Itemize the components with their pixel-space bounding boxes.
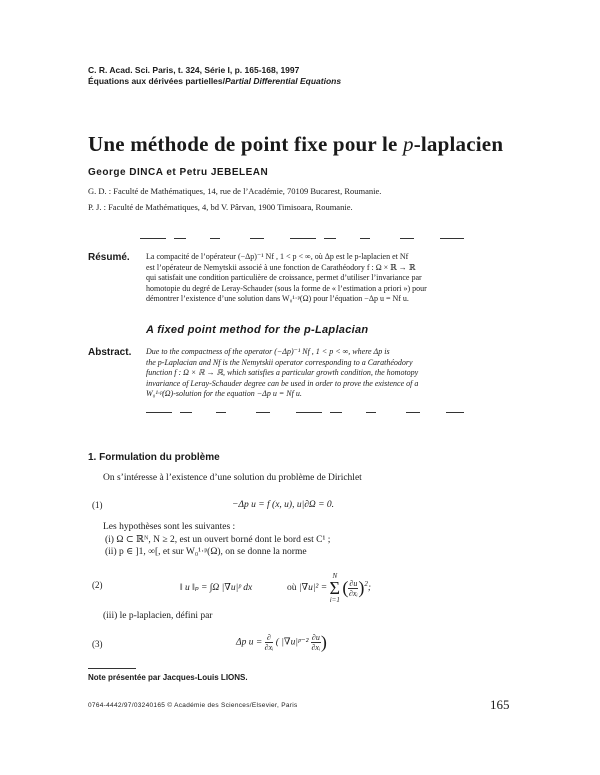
resume-line: La compacité de l’opérateur (−Δp)⁻¹ Nf , 1 < p < ∞, où Δp est le p-laplacien et Nf: [146, 252, 409, 261]
english-title: A fixed point method for the p-Laplacian: [146, 324, 369, 336]
hypotheses-intro: Les hypothèses sont les suivantes :: [103, 522, 236, 532]
resume-body: [146, 252, 468, 305]
section-heading: 1. Formulation du problème: [88, 452, 220, 463]
eq2-fraction: [348, 579, 358, 598]
eq2-paren-close: ): [358, 577, 365, 598]
journal-header: [88, 65, 341, 87]
abstract-line: Due to the compactness of the operator (−Δp)⁻¹ Nf , 1 < p < ∞, where Δp is: [146, 347, 390, 356]
eq2-sum: Σ: [329, 578, 341, 598]
title-p: p: [403, 132, 414, 156]
journal-section-fr: Équations aux dérivées partielles/: [88, 76, 226, 86]
journal-section: [88, 76, 341, 87]
eq2-frac-den: ∂xᵢ: [348, 588, 358, 598]
journal-citation: C. R. Acad. Sci. Paris, t. 324, Série I, p. 165-168, 1997: [88, 65, 300, 75]
copyright-footer: 0764-4442/97/03240165 © Académie des Sciences/Elsevier, Paris: [88, 702, 298, 709]
hypothesis-iii: (iii) le p-laplacien, défini par: [103, 611, 213, 621]
eq3-fraction-2: [311, 633, 321, 652]
equation-1-number: (1): [92, 500, 103, 510]
resume-line: est l’opérateur de Nemytskii associé à une fonction de Carathéodory f : Ω × ℝ → ℝ: [146, 262, 416, 272]
abstract-body: [146, 347, 468, 400]
eq3-mid: ( |∇u|ᵖ⁻²: [275, 637, 311, 648]
eq3-paren-close: ): [320, 632, 327, 652]
abstract-label: Abstract.: [88, 347, 132, 358]
equation-1: −Δp u = f (x, u), u|∂Ω = 0.: [232, 500, 335, 510]
authors: George DINCA et Petru JEBELEAN: [88, 167, 269, 178]
section-intro: On s’intéresse à l’existence d’une solution du problème de Dirichlet: [103, 473, 362, 483]
separator-bottom: [146, 412, 464, 413]
paper-title: [88, 132, 503, 157]
resume-line: démontrer l’existence d’une solution dans W₀¹·ᵖ(Ω) pour l’équation −Δp u = Nf u.: [146, 294, 409, 303]
resume-line: qui satisfait une condition particulière de croissance, permet d’utiliser l’invariance par: [146, 273, 422, 282]
affiliation-1: G. D. : Faculté de Mathématiques, 14, rue de l’Académie, 70109 Bucarest, Roumanie.: [88, 186, 382, 196]
eq2-left: ‖ u ‖ₚ =: [180, 583, 208, 594]
eq3-frac-den: ∂xᵢ: [264, 643, 274, 652]
abstract-line: invariance of Leray-Schauder degree can be used in order to prove the existence of a: [146, 378, 419, 388]
eq2-sum-block: [330, 572, 340, 604]
title-suffix: -laplacien: [413, 132, 504, 156]
eq2-sum-sub: i=1: [329, 596, 340, 604]
footnote-rule: [88, 668, 136, 669]
page-number: 165: [490, 697, 510, 712]
eq3-frac2-num: ∂u: [311, 633, 320, 642]
eq3-frac2-den: ∂xᵢ: [311, 643, 321, 652]
hypothesis-ii: (ii) p ∈ ]1, ∞[, et sur W₀¹·ᵖ(Ω), on se donne la norme: [105, 547, 307, 557]
equation-3-number: (3): [92, 639, 103, 649]
footnote: Note présentée par Jacques-Louis LIONS.: [88, 673, 248, 682]
eq2-sum-sup: N: [332, 572, 338, 580]
eq3-left: Δp u =: [236, 637, 263, 648]
eq2-right: |∇u|² =: [298, 583, 328, 594]
hypothesis-i: (i) Ω ⊂ ℝᴺ, N ≥ 2, est un ouvert borné dont le bord est C¹ ;: [105, 535, 331, 545]
eq2-integral: ∫Ω |∇u|ᵖ dx: [209, 583, 253, 594]
equation-3: [236, 632, 327, 653]
equation-2-number: (2): [92, 580, 103, 590]
affiliation-2: P. J. : Faculté de Mathématiques, 4, bd V. Pârvan, 1900 Timisoara, Roumanie.: [88, 202, 353, 212]
eq2-where: où: [287, 583, 297, 594]
resume-line: homotopie du degré de Leray-Schauder (sous la forme de « l’estimation a priori ») pour: [146, 283, 427, 293]
journal-section-en: Partial Differential Equations: [225, 76, 342, 86]
eq2-frac-num: ∂u: [349, 578, 358, 588]
equation-2: ‖ u ‖ₚ = ∫Ω |∇u|ᵖ dx où |∇u|² = N Σ i=1 ( $\frac{\partial u}{\text{∂xᵢ}}$ )$^2$;: [180, 572, 372, 604]
eq3-frac-num: ∂: [265, 633, 274, 643]
title-main: Une méthode de point fixe pour le: [88, 132, 403, 156]
abstract-line: W₀¹·ᵖ(Ω)-solution for the equation −Δp u = Nf u.: [146, 389, 302, 398]
separator-top: [140, 238, 464, 239]
eq3-fraction: [265, 633, 274, 652]
eq2-paren-open: (: [342, 577, 349, 598]
resume-label: Résumé.: [88, 252, 130, 263]
abstract-line: the p-Laplacian and Nf is the Nemytskii operator corresponding to a Carathéodory: [146, 357, 413, 367]
abstract-line: function f : Ω × ℝ → ℝ, which satisfies a particular growth condition, the homotopy: [146, 368, 419, 377]
